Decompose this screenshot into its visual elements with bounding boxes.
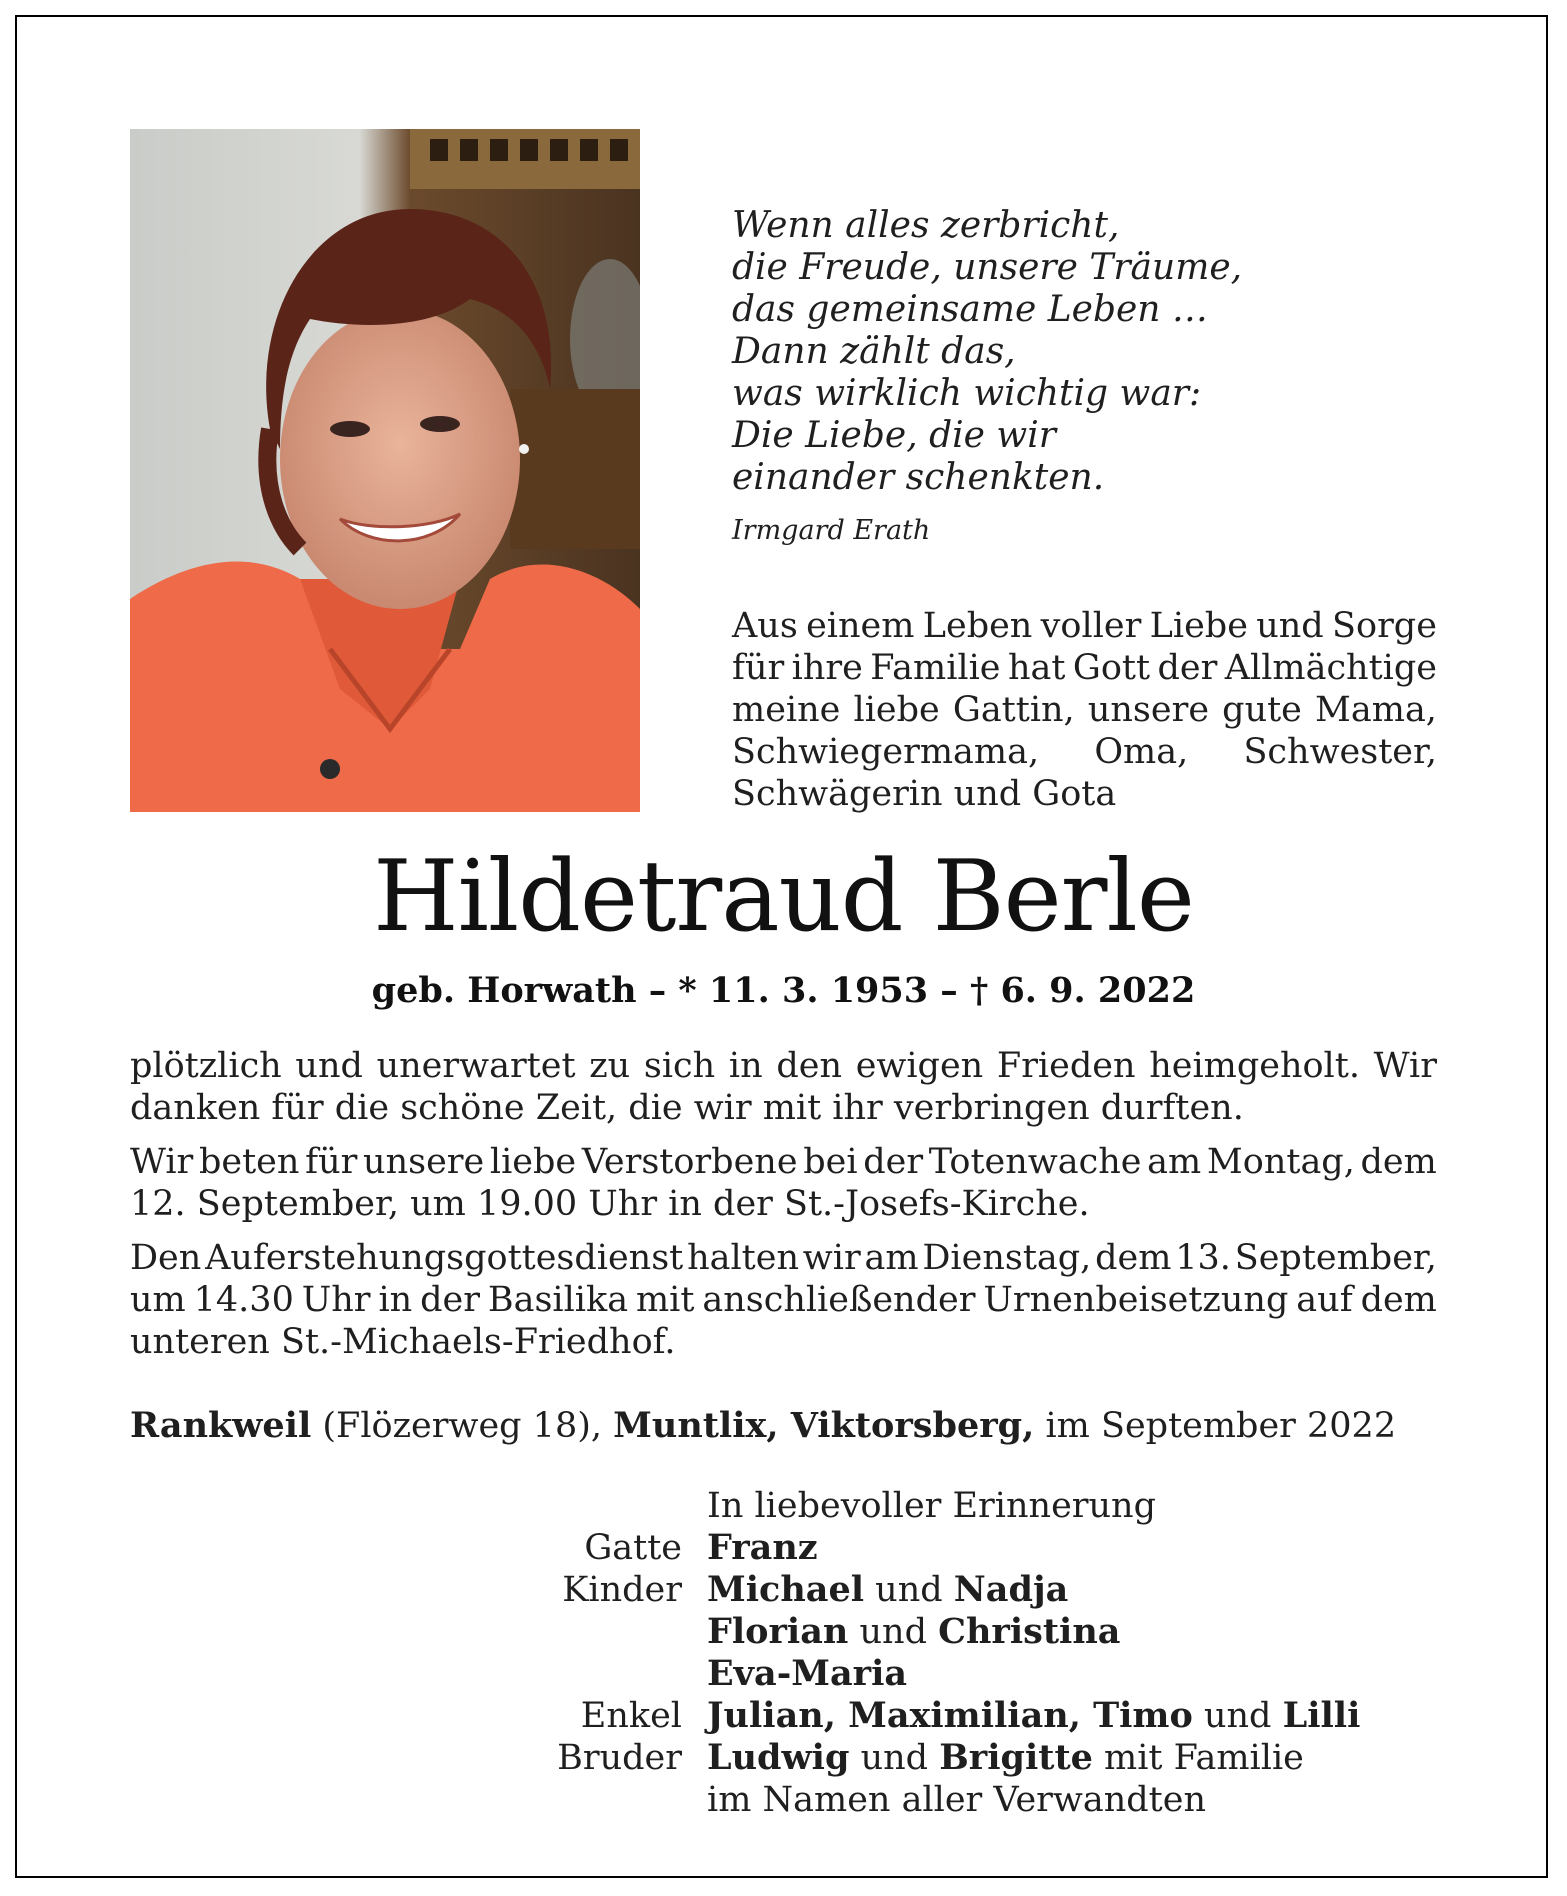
word: Frieden xyxy=(996,1046,1136,1086)
word: unerwartet xyxy=(376,1046,576,1086)
family-row xyxy=(0,1779,1567,1821)
word: Familie xyxy=(870,648,1001,688)
word: ihre xyxy=(791,648,863,688)
word: hat xyxy=(1007,648,1066,688)
announcement-body xyxy=(130,1045,1437,1375)
relation-label: Bruder xyxy=(557,1738,682,1778)
family-closing: im Namen aller Verwandten xyxy=(707,1780,1206,1820)
relation-label xyxy=(0,1653,707,1695)
text-line: unteren St.-Michaels-Friedhof. xyxy=(130,1322,676,1362)
word: den xyxy=(776,1046,842,1086)
word: Urnenbeisetzung xyxy=(983,1280,1289,1320)
word: ewigen xyxy=(855,1046,984,1086)
word: Mama, xyxy=(1315,690,1437,730)
word: der xyxy=(1157,648,1218,688)
word: für xyxy=(732,648,785,688)
text-line xyxy=(130,1141,1437,1183)
word: Wir xyxy=(1373,1046,1437,1086)
person-name: Eva-Maria xyxy=(707,1653,908,1694)
address: (Flözerweg 18), xyxy=(311,1406,614,1446)
word: Aus xyxy=(732,606,798,646)
word: Sorge xyxy=(1332,606,1437,646)
word: heimgeholt. xyxy=(1149,1046,1360,1086)
relation-label xyxy=(0,1779,707,1821)
word: Schwiegermama, xyxy=(732,732,1040,772)
word: bei xyxy=(803,1142,858,1182)
word: Uhr xyxy=(301,1280,371,1320)
word: Verstorbene xyxy=(581,1142,798,1182)
word: der xyxy=(420,1280,480,1320)
word: Basilika xyxy=(487,1280,629,1320)
word: Wir xyxy=(130,1142,194,1182)
family-row xyxy=(0,1611,1567,1653)
intro-line xyxy=(732,647,1437,689)
text-line xyxy=(130,1045,1437,1087)
poem-line: was wirklich wichtig war: xyxy=(732,373,1202,414)
poem-line: Wenn alles zerbricht, xyxy=(732,205,1120,246)
person-name: Michael xyxy=(707,1569,865,1610)
word: in xyxy=(378,1280,413,1320)
deceased-name: Hildetraud Berle xyxy=(373,840,1194,954)
person-name: Lilli xyxy=(1282,1695,1361,1736)
word: liebe xyxy=(489,1142,577,1182)
poem-line: das gemeinsame Leben … xyxy=(732,289,1208,330)
word: und xyxy=(1256,606,1324,646)
family-row xyxy=(0,1653,1567,1695)
intro-text xyxy=(732,605,1437,815)
relation-names xyxy=(707,1611,1120,1653)
poem xyxy=(732,205,1452,499)
word: Gattin, xyxy=(952,690,1075,730)
poem-author: Irmgard Erath xyxy=(732,515,931,546)
word: Den xyxy=(130,1238,202,1278)
poem-line: Dann zählt das, xyxy=(732,331,1016,372)
word: am xyxy=(1147,1142,1202,1182)
family-row xyxy=(0,1527,1567,1569)
person-name: Julian, Maximilian, Timo xyxy=(707,1695,1193,1736)
family-list xyxy=(0,1485,1567,1821)
word: unsere xyxy=(1087,690,1210,730)
word: dem xyxy=(1360,1280,1437,1320)
relation-label: Gatte xyxy=(584,1528,682,1568)
relation-names xyxy=(707,1527,818,1569)
word: meine xyxy=(732,690,841,730)
text-line: danken für die schöne Zeit, die wir mit ihr verbringen durften. xyxy=(130,1088,1244,1128)
word: sich xyxy=(643,1046,716,1086)
word: Montag, xyxy=(1206,1142,1355,1182)
word: 13. xyxy=(1175,1238,1231,1278)
place-date: im September 2022 xyxy=(1034,1406,1397,1446)
word: dem xyxy=(1360,1142,1437,1182)
text-line xyxy=(130,1237,1437,1279)
town-name: Rankweil xyxy=(130,1405,312,1446)
word: anschließender xyxy=(702,1280,976,1320)
intro-line: Schwägerin und Gota xyxy=(732,774,1117,814)
relation-label xyxy=(0,1611,707,1653)
word: gute xyxy=(1222,690,1302,730)
word: am xyxy=(864,1238,919,1278)
person-name: Christina xyxy=(938,1611,1121,1652)
relation-names xyxy=(707,1695,1360,1737)
family-row xyxy=(0,1485,1567,1527)
poem-line: Die Liebe, die wir xyxy=(732,415,1056,456)
family-intro: In liebevoller Erinnerung xyxy=(707,1486,1157,1526)
relation-names xyxy=(707,1653,907,1695)
poem-line: einander schenkten. xyxy=(732,457,1105,498)
word: September, xyxy=(1234,1238,1437,1278)
word: 14.30 xyxy=(193,1280,294,1320)
relation-names xyxy=(707,1569,1068,1611)
intro-line xyxy=(732,731,1437,773)
word: und xyxy=(295,1046,363,1086)
place-date-line xyxy=(130,1405,1396,1446)
paragraph xyxy=(130,1045,1437,1129)
person-name: Brigitte xyxy=(939,1737,1093,1778)
family-row xyxy=(0,1695,1567,1737)
relation-names xyxy=(707,1737,1304,1779)
intro-line xyxy=(732,689,1437,731)
suffix: mit Familie xyxy=(1092,1738,1304,1778)
life-dates: geb. Horwath – * 11. 3. 1953 – † 6. 9. 2022 xyxy=(371,970,1196,1011)
poem-line: die Freude, unsere Träume, xyxy=(732,247,1243,288)
word: Auferstehungsgottesdienst xyxy=(205,1238,684,1278)
word: Schwester, xyxy=(1243,732,1437,772)
family-row xyxy=(0,1569,1567,1611)
word: beten xyxy=(198,1142,300,1182)
word: Oma, xyxy=(1094,732,1189,772)
word: um xyxy=(130,1280,186,1320)
word: wir xyxy=(802,1238,861,1278)
relation-label xyxy=(0,1485,707,1527)
person-name: Nadja xyxy=(953,1569,1069,1610)
word: Leben xyxy=(922,606,1033,646)
person-name: Ludwig xyxy=(707,1737,850,1778)
relation-label: Enkel xyxy=(580,1696,682,1736)
text-line: 12. September, um 19.00 Uhr in der St.-Josefs-Kirche. xyxy=(130,1184,1090,1224)
portrait-photo xyxy=(130,129,640,812)
word: zu xyxy=(589,1046,631,1086)
word: unsere xyxy=(363,1142,485,1182)
word: Liebe xyxy=(1149,606,1248,646)
paragraph xyxy=(130,1141,1437,1225)
text-line xyxy=(130,1279,1437,1321)
family-row xyxy=(0,1737,1567,1779)
word: dem xyxy=(1095,1238,1172,1278)
paragraph xyxy=(130,1237,1437,1363)
word: einem xyxy=(806,606,915,646)
conjunction: und xyxy=(864,1570,954,1610)
word: in xyxy=(728,1046,763,1086)
word: für xyxy=(305,1142,358,1182)
conjunction: und xyxy=(849,1738,940,1778)
word: voller xyxy=(1040,606,1142,646)
word: auf xyxy=(1296,1280,1353,1320)
word: Totenwache xyxy=(928,1142,1142,1182)
word: Gott xyxy=(1072,648,1151,688)
word: Allmächtige xyxy=(1224,648,1437,688)
conjunction: und xyxy=(848,1612,939,1652)
intro-line xyxy=(732,605,1437,647)
person-name: Florian xyxy=(707,1611,849,1652)
word: plötzlich xyxy=(130,1046,282,1086)
town-names: Muntlix, Viktorsberg, xyxy=(613,1405,1035,1446)
word: liebe xyxy=(853,690,940,730)
word: halten xyxy=(687,1238,799,1278)
word: Dienstag, xyxy=(922,1238,1092,1278)
person-name: Franz xyxy=(707,1527,818,1568)
word: mit xyxy=(635,1280,695,1320)
conjunction: und xyxy=(1192,1696,1283,1736)
word: der xyxy=(863,1142,924,1182)
relation-label: Kinder xyxy=(562,1570,682,1610)
